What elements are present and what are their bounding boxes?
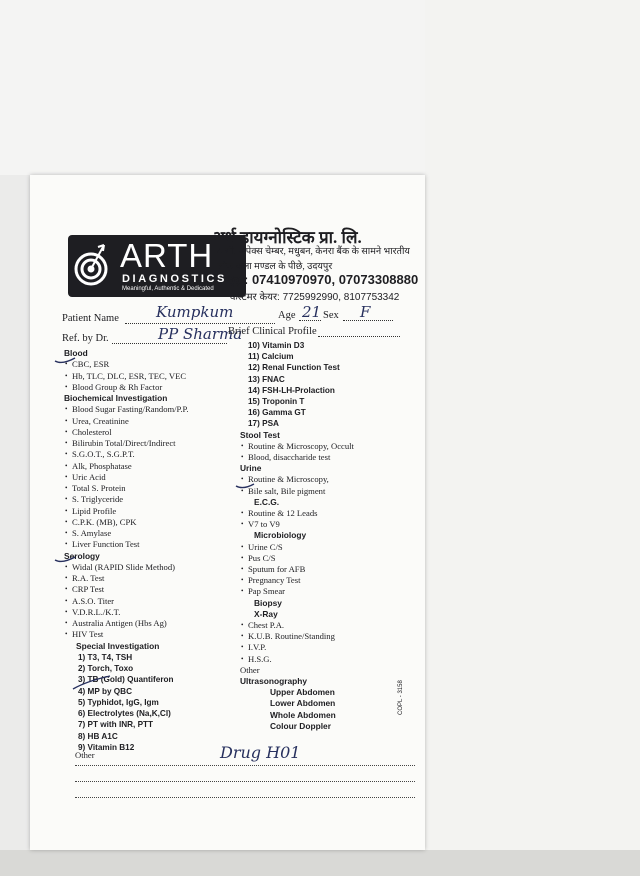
tick-mark bbox=[54, 355, 76, 365]
test-item[interactable]: • A.S.O. Titer bbox=[72, 596, 114, 607]
test-item[interactable]: 1) T3, T4, TSH bbox=[78, 652, 133, 662]
test-item[interactable]: • S. Triglyceride bbox=[72, 494, 123, 505]
section-heading: Biopsy bbox=[254, 597, 282, 608]
phone-icon: ⓒ bbox=[232, 278, 239, 285]
tick-mark bbox=[235, 480, 255, 490]
patient-name-label: Patient Name bbox=[62, 313, 119, 324]
test-item[interactable]: • Blood Sugar Fasting/Random/P.P. bbox=[72, 404, 189, 415]
test-item[interactable]: • R.A. Test bbox=[72, 573, 104, 584]
section-heading: Stool Test bbox=[240, 429, 280, 440]
test-item[interactable]: • CBC, ESR bbox=[72, 359, 109, 370]
test-item[interactable]: • Uric Acid bbox=[72, 472, 106, 483]
ref-doctor-line bbox=[112, 343, 227, 344]
test-item[interactable]: 3) TB (Gold) Quantiferon bbox=[78, 675, 174, 685]
test-item[interactable]: 9) Vitamin B12 bbox=[78, 742, 135, 752]
background-bottom bbox=[0, 850, 640, 876]
ref-doctor-value[interactable]: PP Sharma bbox=[158, 325, 243, 343]
test-item[interactable]: • Sputum for AFB bbox=[248, 564, 305, 575]
test-item[interactable]: 4) MP by QBC bbox=[78, 686, 132, 696]
test-item[interactable]: • Lipid Profile bbox=[72, 506, 116, 517]
test-item[interactable]: • Cholesterol bbox=[72, 427, 112, 438]
other-label: Other bbox=[75, 750, 95, 760]
sex-value[interactable]: F bbox=[360, 303, 371, 321]
clinical-profile-line bbox=[318, 336, 400, 337]
test-item[interactable]: 5) Typhidot, IgG, Igm bbox=[78, 697, 159, 707]
test-item[interactable]: • Routine & Microscopy, bbox=[248, 474, 329, 485]
company-address-hindi: 4-सी, अपेक्स चेम्बर, मधुबन, केनरा बैंक के सामने भारतीय लोक कला मण्डल के पीछे, उदयपुर bbox=[217, 247, 410, 272]
test-item[interactable]: • K.U.B. Routine/Standing bbox=[248, 631, 335, 642]
test-item[interactable]: 17) PSA bbox=[248, 419, 279, 429]
other-value[interactable]: Drug H01 bbox=[220, 743, 301, 762]
section-heading: Urine bbox=[240, 463, 262, 474]
test-item[interactable]: • Bile salt, Bile pigment bbox=[248, 486, 325, 497]
section-heading: Microbiology bbox=[254, 530, 307, 541]
test-item[interactable]: 11) Calcium bbox=[248, 352, 294, 362]
test-item[interactable]: 8) HB A1C bbox=[78, 731, 118, 741]
test-item[interactable]: • I.V.P. bbox=[248, 642, 266, 653]
test-item[interactable]: 12) Renal Function Test bbox=[248, 363, 340, 373]
section-heading: Upper Abdomen bbox=[270, 687, 335, 698]
test-item[interactable]: • Total S. Protein bbox=[72, 483, 126, 494]
test-item[interactable]: 13) FNAC bbox=[248, 374, 285, 384]
test-item[interactable]: 10) Vitamin D3 bbox=[248, 341, 305, 350]
test-item[interactable]: 6) Electrolytes (Na,K,Cl) bbox=[78, 709, 171, 718]
section-heading: Lower Abdomen bbox=[270, 698, 336, 709]
test-item[interactable]: • Widal (RAPID Slide Method) bbox=[72, 562, 175, 573]
test-item[interactable]: • Alk, Phosphatase bbox=[72, 461, 132, 472]
test-item[interactable]: • Bilirubin Total/Direct/Indirect bbox=[72, 438, 176, 449]
test-item[interactable]: 7) PT with INR, PTT bbox=[78, 720, 154, 730]
section-heading: Serology bbox=[64, 550, 100, 561]
section-heading: X-Ray bbox=[254, 608, 278, 619]
background-right bbox=[425, 0, 640, 876]
other-line-1 bbox=[75, 765, 415, 766]
test-item[interactable]: • Pap Smear bbox=[248, 586, 285, 597]
patient-name-line bbox=[125, 323, 275, 324]
test-item[interactable]: • Urine C/S bbox=[248, 542, 283, 553]
test-item[interactable]: • C.P.K. (MB), CPK bbox=[72, 517, 136, 528]
section-heading: E.C.G. bbox=[254, 496, 280, 507]
customer-care: कस्टमर केयर: 7725992990, 8107753342 bbox=[230, 292, 400, 303]
patient-name-value[interactable]: Kumpkum bbox=[156, 303, 234, 321]
test-item[interactable]: • V7 to V9 bbox=[248, 519, 280, 530]
section-heading: Special Investigation bbox=[76, 640, 160, 651]
test-item[interactable]: 14) FSH-LH-Prolaction bbox=[248, 385, 335, 395]
test-item[interactable]: • H.S.G. bbox=[248, 654, 272, 665]
left-test-column bbox=[64, 348, 239, 758]
test-item[interactable]: • S.G.O.T., S.G.P.T. bbox=[72, 449, 135, 460]
test-item[interactable]: Other bbox=[240, 664, 260, 675]
other-line-2 bbox=[75, 781, 415, 782]
section-heading: Ultrasonography bbox=[240, 676, 308, 686]
brand-name: ARTH bbox=[120, 237, 214, 274]
test-item[interactable]: • Pus C/S bbox=[248, 553, 275, 564]
age-value[interactable]: 21 bbox=[302, 303, 322, 321]
section-heading: Blood bbox=[64, 348, 88, 358]
requisition-form bbox=[30, 175, 425, 850]
test-item[interactable]: • Routine & 12 Leads bbox=[248, 508, 317, 519]
other-line-3 bbox=[75, 797, 415, 798]
test-item[interactable]: • Blood Group & Rh Factor bbox=[72, 382, 162, 393]
test-item[interactable]: • Hb, TLC, DLC, ESR, TEC, VEC bbox=[72, 371, 186, 382]
clinical-profile-label: Brief Clinical Profile bbox=[228, 326, 317, 337]
form-code: COPL - 3158 bbox=[398, 680, 404, 715]
test-item[interactable]: • Australia Antigen (Hbs Ag) bbox=[72, 618, 167, 629]
test-item[interactable]: • Routine & Microscopy, Occult bbox=[248, 441, 354, 452]
test-item[interactable]: • Chest P.A. bbox=[248, 620, 284, 631]
right-test-column bbox=[240, 340, 420, 750]
brand-tagline: Meaningful, Authentic & Dedicated bbox=[122, 286, 214, 292]
ref-doctor-label: Ref. by Dr. bbox=[62, 333, 109, 344]
test-item[interactable]: • V.D.R.L./K.T. bbox=[72, 607, 120, 618]
test-item[interactable]: • Blood, disaccharide test bbox=[248, 452, 330, 463]
test-item[interactable]: • Urea, Creatinine bbox=[72, 416, 129, 427]
target-arrow-icon bbox=[70, 241, 112, 287]
sex-label: Sex bbox=[323, 310, 339, 321]
phone-numbers: : 07410970970, 07073308880 bbox=[244, 272, 419, 287]
test-item[interactable]: • HIV Test bbox=[72, 629, 103, 640]
tick-mark bbox=[54, 554, 76, 564]
section-heading: Colour Doppler bbox=[270, 720, 331, 731]
brand-subtitle: DIAGNOSTICS bbox=[122, 273, 227, 285]
test-item[interactable]: 15) Troponin T bbox=[248, 397, 305, 406]
test-item[interactable]: • Pregnancy Test bbox=[248, 575, 300, 586]
test-item[interactable]: • S. Amylase bbox=[72, 528, 111, 539]
age-label: Age bbox=[278, 310, 296, 321]
test-item[interactable]: • CRP Test bbox=[72, 584, 104, 595]
test-item[interactable]: 2) Torch, Toxo bbox=[78, 664, 134, 673]
section-heading: Biochemical Investigation bbox=[64, 393, 168, 403]
tick-mark bbox=[72, 675, 112, 691]
test-item[interactable]: 16) Gamma GT bbox=[248, 408, 306, 418]
company-name-hindi: अर्थ डायग्नोस्टिक प्रा. लि. bbox=[212, 228, 362, 247]
section-heading: Whole Abdomen bbox=[270, 709, 336, 720]
test-item[interactable]: • Liver Function Test bbox=[72, 539, 140, 550]
